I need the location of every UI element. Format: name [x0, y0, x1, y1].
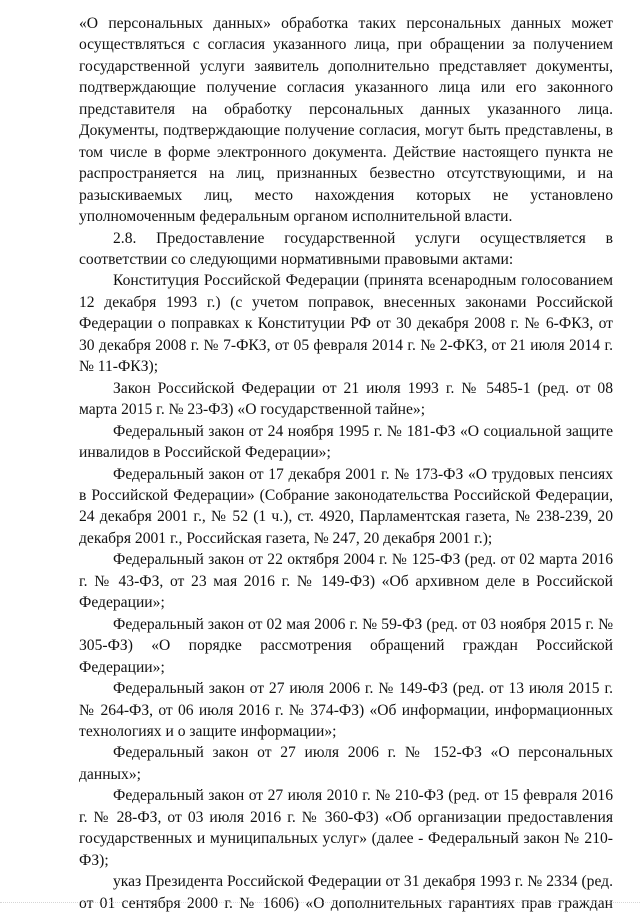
paragraph-citizen-appeals-law: Федеральный закон от 02 мая 2006 г. № 59-ФЗ (ред. от 03 ноября 2015 г. № 305-ФЗ) «О порядке рассмотрения обращений граждан Российской Федерации»;: [79, 615, 613, 676]
paragraph-disabled-protection-law: Федеральный закон от 24 ноября 1995 г. № 181-ФЗ «О социальной защите инвалидов в Российской Федерации»;: [79, 422, 613, 462]
paragraph-section-2-8: 2.8. Предоставление государственной услуги осуществляется в соответствии со следующими нормативными правовыми актами:: [79, 229, 613, 268]
paragraph-personal-data-law: Федеральный закон от 27 июля 2006 г. № 152-ФЗ «О персональных данных»;: [79, 744, 613, 783]
paragraph-labor-pensions-law: Федеральный закон от 17 декабря 2001 г. № 173-ФЗ «О трудовых пенсиях в Российской Федерации» (Собрание законодательства Российской Федерации, 24 декабря 2001 г., № 52 (1 ч.), ст. 4920, Парламентская газета, № 238-239, 20 декабря 2001 г., Российская газета, № 247, 20 декабря 2001 г.);: [79, 465, 613, 547]
paragraph-personal-data-consent: «О персональных данных» обработка таких персональных данных может осуществляться с согласия указанного лица, при обращении за получением государственной услуги заявитель дополнительно представляет документы, подтверждающие получение согласия указанного лица или его законного представителя на обработку персональных данных указанного лица. Документы, подтверждающие получение согласия, могут быть представлены, в том числе в форме электронного документа. Действие настоящего пункта не распространяется на лиц, признанных безвестно отсутствующими, и на разыскиваемых лиц, место нахождения которых не установлено уполномоченным федеральным органом исполнительной власти.: [79, 15, 613, 226]
paragraph-archive-law: Федеральный закон от 22 октября 2004 г. № 125-ФЗ (ред. от 02 марта 2016 г. № 43-ФЗ, от 23 мая 2016 г. № 149-ФЗ) «Об архивном деле в Российской Федерации»;: [79, 551, 613, 612]
scan-edge-divider: [0, 900, 640, 903]
paragraph-presidential-decree: указ Президента Российской Федерации от 31 декабря 1993 г. № 2334 (ред. от 01 сентября 2000 г. № 1606) «О дополнительных гарантиях прав граждан: [79, 873, 613, 912]
paragraph-public-services-law: Федеральный закон от 27 июля 2010 г. № 210-ФЗ (ред. от 15 февраля 2016 г. № 28-ФЗ, от 03 июля 2016 г. № 360-ФЗ) «Об организации предоставления государственных и муниципальных услуг» (далее - Федеральный закон № 210-ФЗ);: [79, 787, 613, 869]
paragraph-state-secret-law: Закон Российской Федерации от 21 июля 1993 г. № 5485-1 (ред. от 08 марта 2015 г. № 23-ФЗ) «О государственной тайне»;: [79, 379, 613, 419]
paragraph-information-law: Федеральный закон от 27 июля 2006 г. № 149-ФЗ (ред. от 13 июля 2015 г. № 264-ФЗ, от 06 июля 2016 г. № 374-ФЗ) «Об информации, информационных технологиях и о защите информации»;: [79, 680, 613, 740]
paragraph-constitution: Конституция Российской Федерации (принята всенародным голосованием 12 декабря 1993 г.) (с учетом поправок, внесенных законами Российской Федерации о поправках к Конституции РФ от 30 декабря 2008 г. № 6-ФКЗ, от 30 декабря 2008 г. № 7-ФКЗ, от 05 февраля 2014 г. № 2-ФКЗ, от 21 июля 2014 г. № 11-ФКЗ);: [79, 272, 613, 376]
